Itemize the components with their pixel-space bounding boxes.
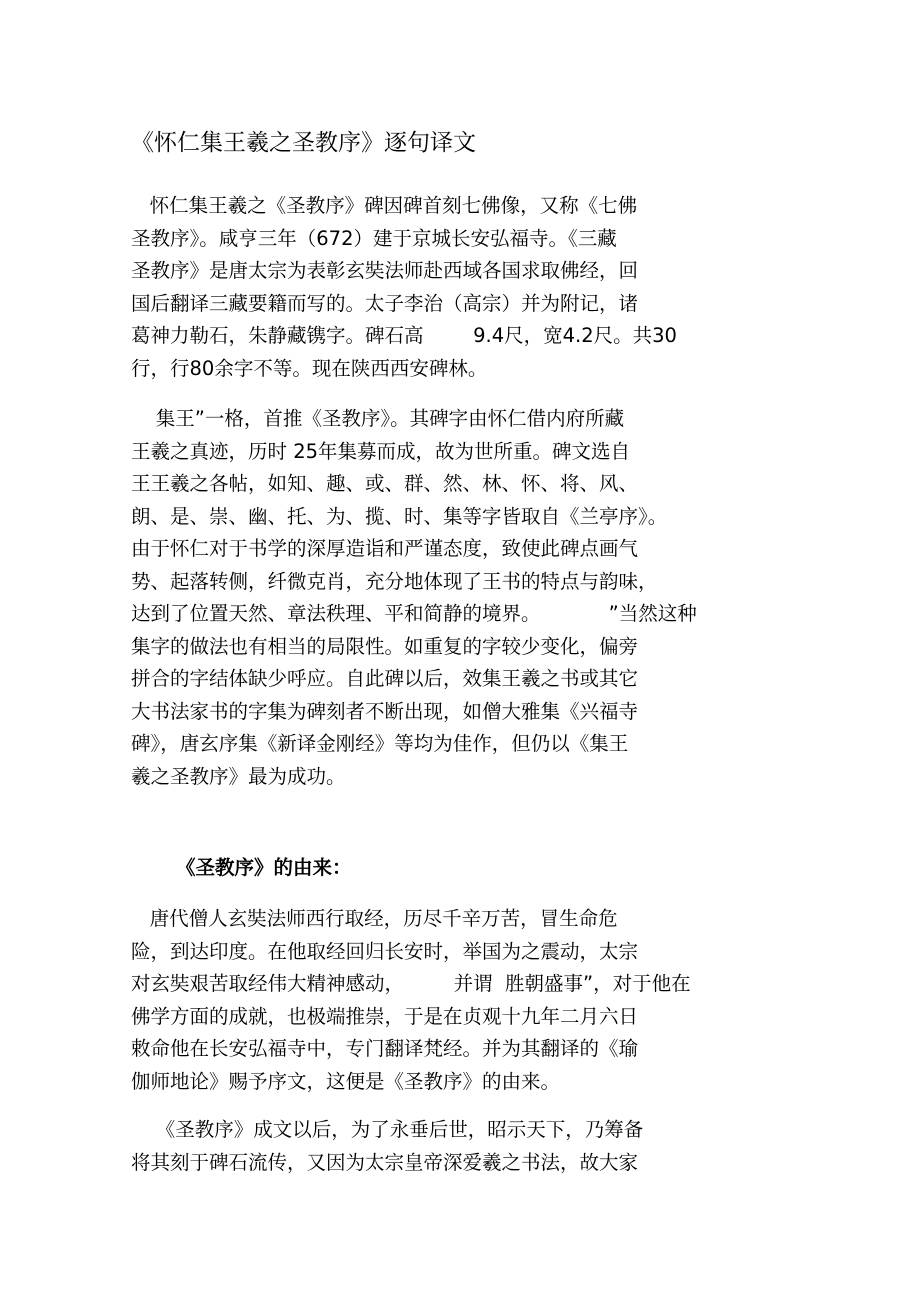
- intro-paragraph: [131, 190, 677, 385]
- commentary-line: 集王”一格，首推《圣教序》。其碑字由怀仁借内府所藏: [131, 407, 625, 430]
- intro-line: 葛神力勒石，朱静藏镌字。碑石高 9.4尺，宽4.2尺。共30: [131, 324, 677, 347]
- origin-line: 敕命他在长安弘福寺中，专门翻译梵经。并为其翻译的《瑜: [131, 1037, 639, 1060]
- closing-line: 《圣教序》成文以后，为了永垂后世，昭示天下，乃筹备: [131, 1118, 644, 1141]
- commentary-line: 王王羲之各帖，如知、趣、或、群、然、林、怀、将、风、: [131, 472, 639, 495]
- commentary-line: 拼合的字结体缺少呼应。自此碑以后，效集王羲之书或其它: [131, 667, 639, 690]
- commentary-line: 由于怀仁对于书学的深厚造诣和严谨态度，致使此碑点画气: [131, 537, 639, 560]
- commentary-line: 羲之圣教序》最为成功。: [131, 764, 346, 788]
- commentary-line: 达到了位置天然、章法秩理、平和简静的境界。 ”当然这种: [131, 602, 697, 625]
- origin-line: 对玄奘艰苦取经伟大精神感动， 并谓 胜朝盛事”，对于他在: [131, 972, 691, 995]
- closing-paragraph: [131, 1114, 643, 1179]
- commentary-line: 势、起落转侧，纤微克肖，充分地体现了王书的特点与韵味，: [131, 569, 658, 593]
- commentary-paragraph: [131, 403, 697, 793]
- intro-line: 圣教序》。咸亨三年（672）建于京城长安弘福寺。《三藏: [131, 226, 617, 250]
- intro-line: 怀仁集王羲之《圣教序》碑因碑首刻七佛像，又称《七佛: [131, 194, 638, 217]
- commentary-line: 集字的做法也有相当的局限性。如重复的字较少变化，偏旁: [131, 634, 639, 658]
- origin-line: 伽师地论》赐予序文，这便是《圣教序》的由来。: [131, 1069, 561, 1093]
- intro-line: 圣教序》是唐太宗为表彰玄奘法师赴西域各国求取佛经，回: [131, 259, 639, 282]
- origin-heading: 《圣教序》的由来：: [176, 856, 352, 879]
- closing-line: 将其刻于碑石流传，又因为太宗皇帝深爱羲之书法，故大家: [131, 1150, 639, 1174]
- commentary-line: 碑》，唐玄序集《新译金刚经》等均为佳作，但仍以《集王: [131, 732, 629, 755]
- origin-paragraph: [131, 903, 691, 1098]
- commentary-line: 朗、是、崇、幽、托、为、揽、时、集等字皆取自《兰亭序》。: [131, 504, 668, 528]
- origin-line: 佛学方面的成就，也极端推崇，于是在贞观十九年二月六日: [131, 1004, 639, 1028]
- commentary-line: 大书法家书的字集为碑刻者不断出现，如僧大雅集《兴福寺: [131, 699, 639, 723]
- origin-line: 险，到达印度。在他取经回归长安时，举国为之震动，太宗: [131, 939, 639, 963]
- commentary-line: 王羲之真迹，历时 25年集募而成，故为世所重。碑文选自: [131, 439, 631, 463]
- document-title: 《怀仁集王羲之圣教序》逐句译文: [131, 130, 476, 156]
- intro-line: 国后翻译三藏要籍而写的。太子李治（高宗）并为附记，诸: [131, 291, 639, 315]
- origin-line: 唐代僧人玄奘法师西行取经，历尽千辛万苦，冒生命危: [131, 907, 618, 930]
- intro-line: 行，行80余字不等。现在陕西西安碑林。: [131, 356, 488, 380]
